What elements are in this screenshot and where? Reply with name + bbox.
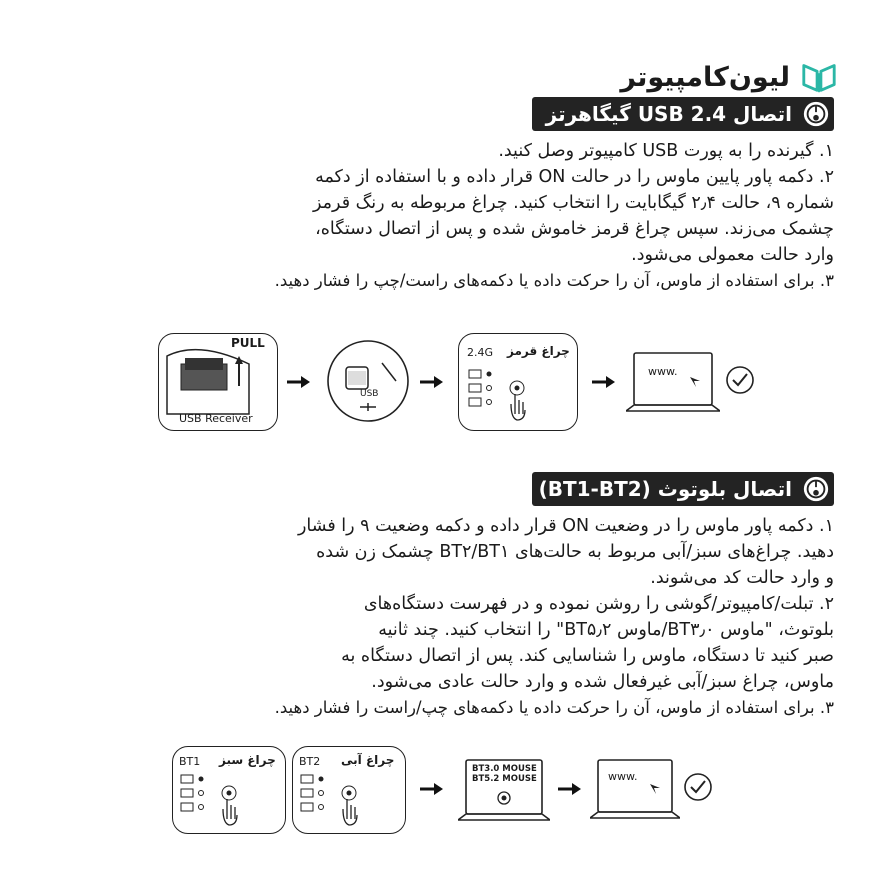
red-light-label: چراغ قرمز [507,344,570,358]
instruction-line: وارد حالت معمولی می‌شود. [631,245,834,265]
instruction-line: صبر کنید تا دستگاه، ماوس را شناسایی کند. پس از اتصال دستگاه به [341,646,834,666]
step-pull-receiver [158,333,278,431]
pull-label: PULL [231,336,265,350]
checkmark-icon [683,772,713,802]
mouse-badge-icon [802,475,830,503]
green-light-label: چراغ سبز [219,753,276,767]
step-bt1-green [172,746,286,834]
mode-indicator-icon [467,366,567,426]
arrow-right-icon [420,375,444,389]
instruction-line: چشمک می‌زند. سپس چراغ قرمز خاموش شده و پس از اتصال دستگاه، [315,219,834,239]
laptop-icon [626,351,720,417]
instruction-line: ۳. برای استفاده از ماوس، آن را حرکت داده یا دکمه‌های چپ/راست را فشار دهید. [274,698,834,717]
laptop-connected [590,758,680,824]
laptop-connected [626,351,720,417]
section-header-usb [532,97,834,131]
instruction-line: ۲. تبلت/کامپیوتر/گوشی را روشن نموده و در فهرست دستگاه‌های [363,594,834,614]
arrow-right-icon [287,375,311,389]
bluetooth-steps-figure [0,742,890,842]
arrow-right-icon [558,782,582,796]
bt52-label: BT5.2 MOUSE [472,774,537,784]
instruction-line: ۱. دکمه پاور ماوس را در وضعیت ON قرار داده و دکمه وضعیت ۹ را فشار [297,516,834,536]
bt30-label: BT3.0 MOUSE [472,764,537,774]
step-plug-usb [326,333,410,429]
checkmark-icon [725,365,755,395]
www-label: www. [608,770,638,783]
mouse-badge-icon [802,100,830,128]
brand-logo [620,56,838,98]
instruction-line: دهید. چراغ‌های سبز/آبی مربوط به حالت‌های BT۲/BT۱ چشمک زن شده [316,542,834,562]
step-bt2-blue [292,746,406,834]
arrow-right-icon [592,375,616,389]
section-title: اتصال بلوتوث (BT1-BT2) [538,477,792,501]
usb-label: USB [360,389,379,399]
bt1-label: BT1 [179,755,201,768]
instruction-line: ۳. برای استفاده از ماوس، آن را حرکت داده یا دکمه‌های راست/چپ را فشار دهید. [274,271,834,290]
usb-plug-icon [326,333,410,429]
section-title: اتصال USB 2.4 گیگاهرتز [545,102,792,126]
instruction-line: ماوس، چراغ سبز/آبی غیرفعال شده و وارد حالت عادی می‌شود. [371,672,834,692]
usb-receiver-label: USB Receiver [179,412,253,425]
laptop-icon [590,758,680,824]
book-logo-icon [800,58,838,96]
blue-light-label: چراغ آبی [341,753,395,767]
instruction-line: ۲. دکمه پاور پایین ماوس را در حالت ON قرار داده و با استفاده از دکمه [315,167,834,187]
usb-steps-figure [0,325,890,440]
instruction-line: بلوتوث، "ماوس BT۳٫۰/ماوس BT۵٫۲" را انتخاب کنید. چند ثانیه [378,620,834,640]
bt2-label: BT2 [299,755,321,768]
mode-label: 2.4G [467,346,494,359]
section-bluetooth-instructions [114,513,834,721]
mode-indicator-icon [179,773,279,829]
instruction-line: شماره ۹، حالت ۲٫۴ گیگابایت را انتخاب کنید. چراغ مربوطه به رنگ قرمز [313,193,834,213]
section-header-bluetooth [532,472,834,506]
www-label: www. [648,365,678,378]
instruction-line: ۱. گیرنده را به پورت USB کامپیوتر وصل کنید. [498,141,834,161]
step-select-mode [458,333,578,431]
section-usb-instructions [114,138,834,294]
mode-indicator-icon [299,773,399,829]
arrow-right-icon [420,782,444,796]
instruction-line: و وارد حالت کد می‌شوند. [650,568,834,588]
laptop-bluetooth-list [458,758,550,826]
brand-name: لیون‌کامپیوتر [620,61,790,93]
